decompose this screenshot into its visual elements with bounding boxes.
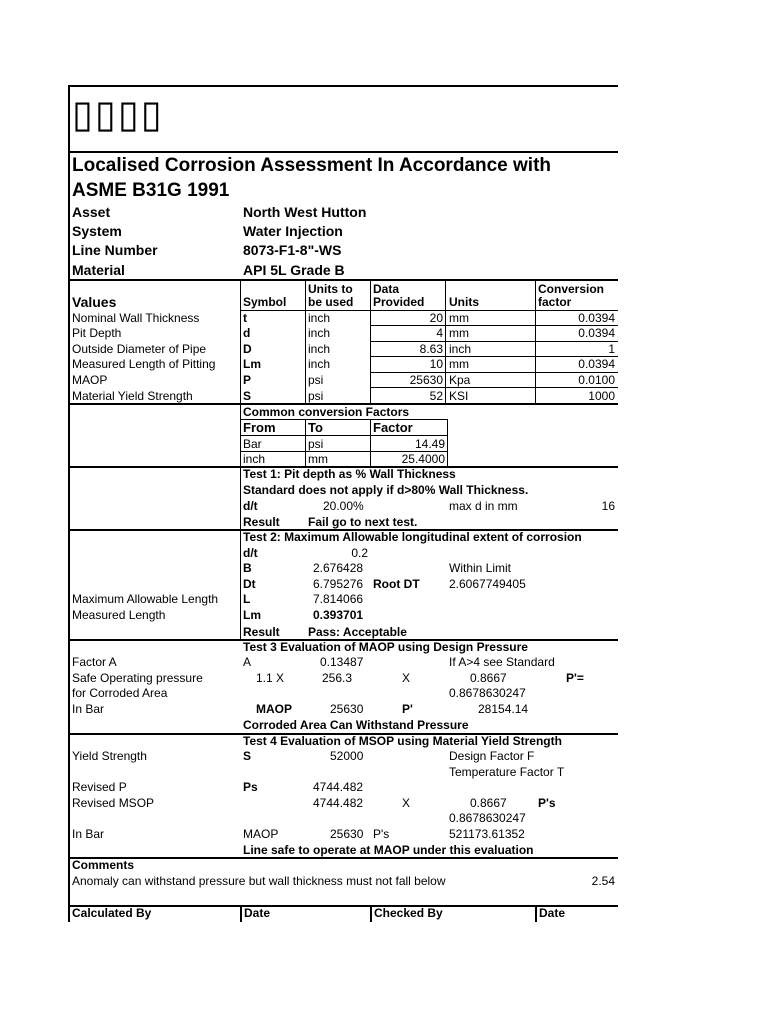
test4-ps2-value: 521173.61352 <box>449 827 525 841</box>
conversion-row-factor: 14.49 <box>414 437 445 451</box>
grid-line <box>445 281 446 404</box>
table-row-unit-used: psi <box>308 373 324 387</box>
company-logo-placeholder: ▯▯▯▯ <box>72 92 164 136</box>
test2-max-length-label: Maximum Allowable Length <box>72 592 219 606</box>
table-row-factor: 0.0394 <box>578 311 615 325</box>
grid-line <box>240 530 241 640</box>
grid-line <box>305 281 306 404</box>
test2-b-label: B <box>243 561 252 575</box>
table-row-data: 52 <box>429 389 443 403</box>
test3-pprime-label: P' <box>402 702 413 716</box>
test4-revised-msop-label: Revised MSOP <box>72 796 155 810</box>
data-provided-header: Data <box>373 282 400 296</box>
test1-result-label: Result <box>243 515 280 529</box>
test3-safe-label: for Corroded Area <box>72 686 168 700</box>
test2-Lm-label: Lm <box>243 608 261 622</box>
conversion-factor-header: Factor <box>373 420 413 435</box>
test3-inbar-label: In Bar <box>72 702 105 716</box>
test3-a-note: If A>4 see Standard <box>449 655 555 669</box>
grid-line <box>370 281 371 404</box>
test4-s-symbol: S <box>243 749 252 763</box>
conversion-row-to: mm <box>308 452 328 466</box>
test4-factor: 0.8667 <box>470 796 507 810</box>
test3-pprime-value: 28154.14 <box>478 702 529 716</box>
test4-title: Test 4 Evaluation of MSOP using Material Yield Strength <box>243 734 562 748</box>
top-border <box>68 85 618 87</box>
test2-measured-length-label: Measured Length <box>72 608 166 622</box>
grid-line <box>240 906 242 922</box>
test1-note: Standard does not apply if d>80% Wall Thickness. <box>243 483 529 497</box>
test3-title: Test 3 Evaluation of MAOP using Design Pressure <box>243 640 528 654</box>
table-row-data: 25630 <box>409 373 443 387</box>
symbol-header: Symbol <box>243 295 287 309</box>
conversion-row-from: inch <box>243 452 266 466</box>
footer-calculated-by: Calculated By <box>72 906 152 920</box>
test4-conclusion: Line safe to operate at MAOP under this evaluation <box>243 843 534 857</box>
test2-L-label: L <box>243 592 251 606</box>
test4-s-value: 52000 <box>330 749 364 763</box>
table-row-symbol: P <box>243 373 252 387</box>
data-provided-header: Provided <box>373 295 425 309</box>
test2-Dt-label: Dt <box>243 577 256 591</box>
test4-maop-value: 25630 <box>330 827 364 841</box>
test2-result-value: Pass: Acceptable <box>308 625 407 639</box>
table-row-factor: 0.0100 <box>578 373 615 387</box>
table-row-unit-used: psi <box>308 389 324 403</box>
table-row-label: MAOP <box>72 373 108 387</box>
table-row-factor: 1000 <box>588 389 615 403</box>
grid-line <box>370 387 618 388</box>
table-row-label: Outside Diameter of Pipe <box>72 342 207 356</box>
test4-ps-symbol: Ps <box>243 780 258 794</box>
test3-long-value: 0.8678630247 <box>449 686 526 700</box>
conversion-from-header: From <box>243 420 276 435</box>
test3-p-eq: P'= <box>566 671 584 685</box>
table-row-data: 20 <box>429 311 443 325</box>
test4-inbar-label: In Bar <box>72 827 105 841</box>
test2-rootdt-value: 2.6067749405 <box>449 577 526 591</box>
divider <box>68 857 618 859</box>
table-row-label: Material Yield Strength <box>72 389 193 403</box>
table-row-units: inch <box>449 342 472 356</box>
divider <box>68 151 618 153</box>
comments-title: Comments <box>72 858 135 872</box>
footer-checked-by: Checked By <box>374 906 443 920</box>
page-title-line2: ASME B31G 1991 <box>72 180 230 201</box>
table-row-unit-used: inch <box>308 342 331 356</box>
left-border <box>68 86 70 922</box>
conversion-row-from: Bar <box>243 437 262 451</box>
table-row-units: Kpa <box>449 373 471 387</box>
grid-line <box>370 906 372 922</box>
table-row-symbol: Lm <box>243 357 261 371</box>
table-row-units: mm <box>449 311 469 325</box>
conversion-row-to: psi <box>308 437 324 451</box>
table-row-units: KSI <box>449 389 469 403</box>
test4-ps-label: P's <box>538 796 556 810</box>
conversion-to-header: To <box>308 420 323 435</box>
test2-rootdt-label: Root DT <box>373 577 420 591</box>
table-row-factor: 0.0394 <box>578 326 615 340</box>
test4-temp-factor: Temperature Factor T <box>449 765 565 779</box>
table-row-data: 10 <box>429 357 443 371</box>
test4-yield-label: Yield Strength <box>72 749 147 763</box>
table-row-label: Measured Length of Pitting <box>72 357 216 371</box>
test2-Dt-value: 6.795276 <box>313 577 364 591</box>
test4-revised-p-label: Revised P <box>72 780 127 794</box>
test3-maop-value: 25630 <box>330 702 364 716</box>
table-row-data: 8.63 <box>419 342 443 356</box>
table-row-units: mm <box>449 357 469 371</box>
table-row-symbol: d <box>243 326 251 340</box>
test3-conclusion: Corroded Area Can Withstand Pressure <box>243 718 469 732</box>
table-row-symbol: S <box>243 389 252 403</box>
units-header: Units <box>449 295 479 309</box>
conversion-header: factor <box>538 295 572 309</box>
table-row-factor: 1 <box>608 342 615 356</box>
table-row-symbol: D <box>243 342 252 356</box>
test3-factor-a-label: Factor A <box>72 655 117 669</box>
conversion-header: Conversion <box>538 282 605 296</box>
test4-msop-value: 4744.482 <box>313 796 364 810</box>
units-used-header: Units to <box>308 282 353 296</box>
test3-a-symbol: A <box>243 655 252 669</box>
info-label-line-number: Line Number <box>72 242 158 258</box>
test2-Lm-value: 0.393701 <box>313 608 364 622</box>
test1-dt-label: d/t <box>243 499 258 513</box>
test3-value-256: 256.3 <box>322 671 353 685</box>
grid-line <box>240 404 241 467</box>
footer-date: Date <box>539 906 566 920</box>
units-used-header: be used <box>308 295 354 309</box>
test4-long-value: 0.8678630247 <box>449 811 526 825</box>
test2-dt-label: d/t <box>243 546 258 560</box>
values-heading: Values <box>72 294 117 310</box>
test2-b-value: 2.676428 <box>313 561 364 575</box>
table-row-label: Nominal Wall Thickness <box>72 311 200 325</box>
test1-title: Test 1: Pit depth as % Wall Thickness <box>243 467 456 481</box>
test4-ps2-label: P's <box>373 827 390 841</box>
test1-maxd-label: max d in mm <box>449 499 518 513</box>
info-label-system: System <box>72 223 122 239</box>
comments-value: 2.54 <box>591 874 615 888</box>
conversion-title: Common conversion Factors <box>243 405 410 419</box>
test1-maxd-value: 16 <box>601 499 615 513</box>
test2-dt-value: 0.2 <box>351 546 368 560</box>
test3-factor: 0.8667 <box>470 671 507 685</box>
table-row-symbol: t <box>243 311 247 325</box>
comments-text: Anomaly can withstand pressure but wall thickness must not fall below <box>72 874 446 888</box>
info-value-line-number: 8073-F1-8"-WS <box>243 242 342 258</box>
test1-dt-value: 20.00% <box>323 499 364 513</box>
test4-ps-value: 4744.482 <box>313 780 364 794</box>
table-row-factor: 0.0394 <box>578 357 615 371</box>
test2-L-value: 7.814066 <box>313 592 364 606</box>
table-row-units: mm <box>449 326 469 340</box>
table-row-unit-used: inch <box>308 357 331 371</box>
conversion-row-factor: 25.4000 <box>401 452 445 466</box>
table-row-unit-used: inch <box>308 311 331 325</box>
test4-maop-label: MAOP <box>243 827 279 841</box>
grid-line <box>535 906 537 922</box>
test2-title: Test 2: Maximum Allowable longitudinal extent of corrosion <box>243 530 582 544</box>
test3-maop-label: MAOP <box>256 702 292 716</box>
test2-within-limit: Within Limit <box>449 561 512 575</box>
info-label-material: Material <box>72 262 125 278</box>
test3-safe-label: Safe Operating pressure <box>72 671 203 685</box>
info-value-system: Water Injection <box>243 223 343 239</box>
grid-line <box>240 467 241 530</box>
info-value-asset: North West Hutton <box>243 204 367 220</box>
grid-line <box>535 281 536 404</box>
table-row-label: Pit Depth <box>72 326 122 340</box>
grid-line <box>447 419 448 467</box>
table-row-unit-used: inch <box>308 326 331 340</box>
grid-line <box>305 419 306 467</box>
table-row-data: 4 <box>436 326 443 340</box>
test1-result-value: Fail go to next test. <box>308 515 418 529</box>
info-value-material: API 5L Grade B <box>243 262 345 278</box>
test2-result-label: Result <box>243 625 280 639</box>
test3-x: X <box>402 671 411 685</box>
test3-a-value: 0.13487 <box>320 655 364 669</box>
test4-x: X <box>402 796 411 810</box>
test4-design-factor: Design Factor F <box>449 749 535 763</box>
grid-line <box>240 281 241 404</box>
footer-date: Date <box>244 906 271 920</box>
info-label-asset: Asset <box>72 204 111 220</box>
grid-line <box>370 419 371 467</box>
test3-mult: 1.1 X <box>256 671 285 685</box>
page-title-line1: Localised Corrosion Assessment In Accordance with <box>72 155 551 176</box>
